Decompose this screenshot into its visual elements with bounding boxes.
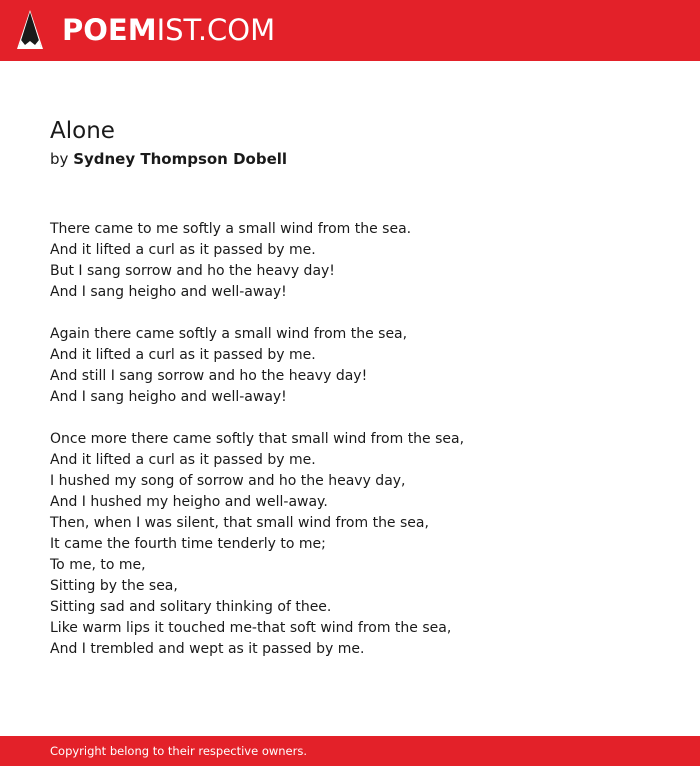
site-footer [0,736,700,766]
byline [50,149,287,169]
poem-line: And still I sang sorrow and ho the heavy day! [50,368,368,384]
poem-line: It came the fourth time tenderly to me; [50,536,326,552]
logo-text-bold: POEM [62,13,157,47]
logo-text-light: IST.COM [156,13,276,47]
poem-line: Then, when I was silent, that small wind from the sea, [50,515,429,531]
poem-line: To me, to me, [50,557,146,573]
site-logo[interactable] [62,12,275,48]
poem-line: Like warm lips it touched me-that soft wind from the sea, [50,620,452,636]
poem-line: There came to me softly a small wind from the sea. [50,221,412,237]
poem-line: And I sang heigho and well-away! [50,389,287,405]
poem-line: But I sang sorrow and ho the heavy day! [50,263,335,279]
poem-line: And it lifted a curl as it passed by me. [50,242,316,258]
poem-body [50,219,670,660]
poem-line: Sitting by the sea, [50,578,178,594]
poem-line: Once more there came softly that small wind from the sea, [50,431,465,447]
poem-line: And it lifted a curl as it passed by me. [50,347,316,363]
pencil-tip-icon[interactable] [16,9,44,51]
poem-line: And I hushed my heigho and well-away. [50,494,328,510]
site-header [0,0,700,61]
poem-line: And I sang heigho and well-away! [50,284,287,300]
poem-line: Again there came softly a small wind from the sea, [50,326,408,342]
poem-line: I hushed my song of sorrow and ho the heavy day, [50,473,406,489]
poem-stanza [50,324,670,408]
poem-stanza [50,219,670,303]
poem-line: And I trembled and wept as it passed by me. [50,641,365,657]
by-label: by [50,150,69,168]
poem-title: Alone [50,118,115,144]
author-name: Sydney Thompson Dobell [73,150,288,168]
poem-stanza [50,429,670,660]
copyright-text: Copyright belong to their respective owners. [50,744,308,758]
poem-line: And it lifted a curl as it passed by me. [50,452,316,468]
poem-line: Sitting sad and solitary thinking of thee. [50,599,332,615]
